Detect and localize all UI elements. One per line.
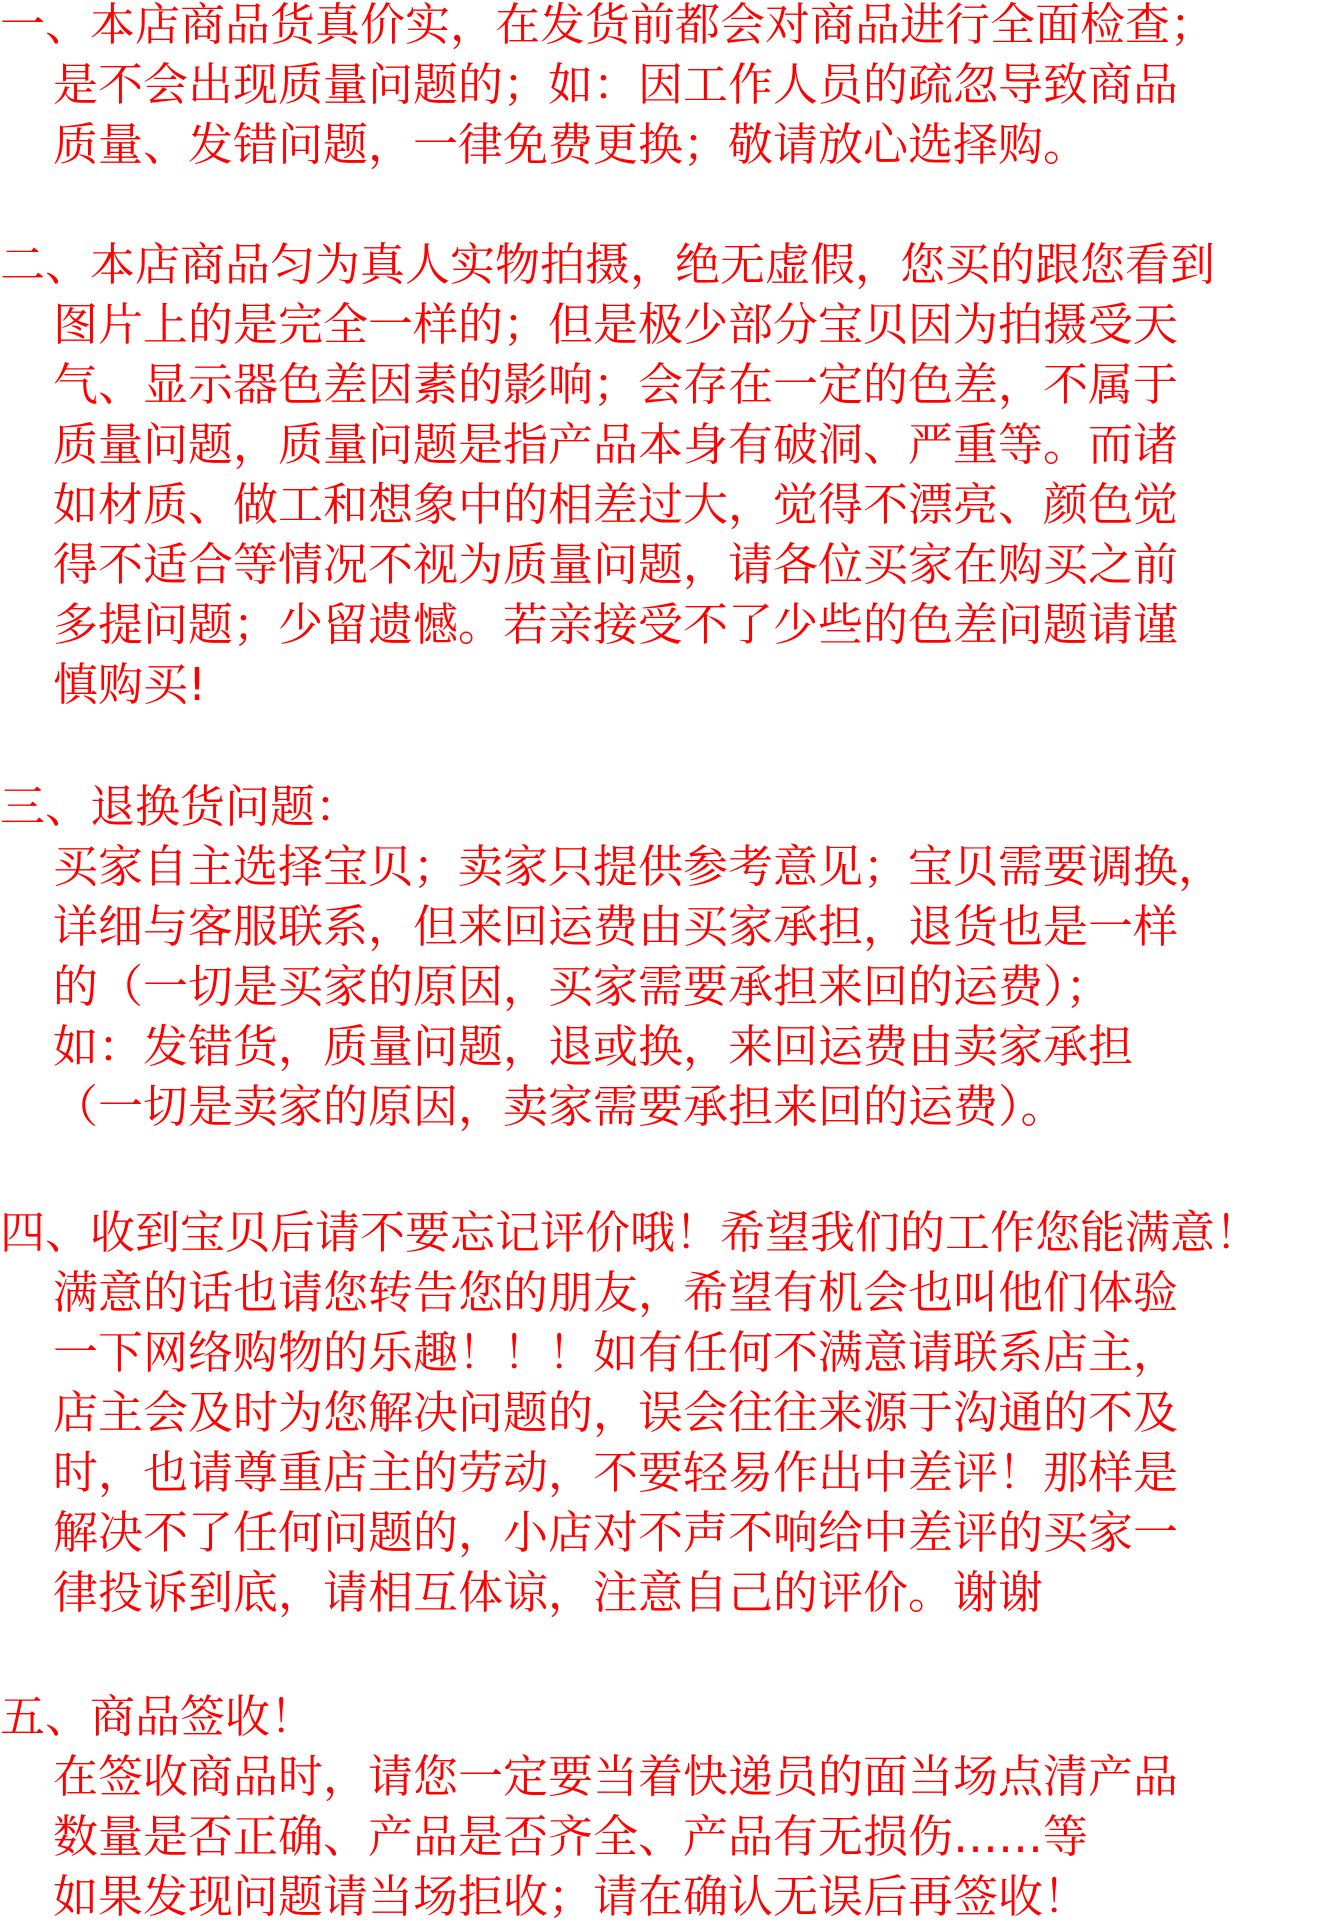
section-text-line: 在签收商品时，请您一定要当着快递员的面当场点清产品 [53, 1750, 1179, 1803]
section-text-line: 慎购买! [53, 658, 207, 711]
section-heading: 三、退换货问题： [0, 780, 361, 833]
section-text-line: 多提问题；少留遗憾。若亲接受不了少些的色差问题请谨 [53, 598, 1179, 651]
section-text-line: 买家自主选择宝贝；卖家只提供参考意见；宝贝需要调换， [53, 840, 1224, 893]
section-delivery-signoff [0, 1687, 1336, 1927]
section-text-line: 详细与客服联系，但来回运费由买家承担，退货也是一样 [53, 900, 1179, 953]
section-text-line: 如：发错货，质量问题，退或换，来回运费由卖家承担 [53, 1020, 1134, 1073]
section-text-line: 是不会出现质量问题的；如：因工作人员的疏忽导致商品 [53, 58, 1179, 111]
section-quality-guarantee [0, 0, 1336, 175]
section-text-line: 店主会及时为您解决问题的，误会往往来源于沟通的不及 [53, 1386, 1179, 1439]
section-text-line: （一切是卖家的原因，卖家需要承担来回的运费）。 [53, 1080, 1066, 1133]
section-text-line: 满意的话也请您转告您的朋友，希望有机会也叫他们体验 [53, 1266, 1179, 1319]
section-text-line: 得不适合等情况不视为质量问题，请各位买家在购买之前 [53, 538, 1179, 591]
section-text-line: 如材质、做工和想象中的相差过大，觉得不漂亮、颜色觉 [53, 478, 1179, 531]
section-text-line: 质量、发错问题，一律免费更换；敬请放心选择购。 [53, 118, 1089, 171]
section-heading: 四、收到宝贝后请不要忘记评价哦！希望我们的工作您能满意！ [0, 1206, 1261, 1259]
section-text-line: 律投诉到底，请相互体谅，注意自己的评价。谢谢 [53, 1566, 1044, 1619]
section-text-line: 数量是否正确、产品是否齐全、产品有无损伤……等 [53, 1810, 1089, 1863]
section-text-line: 的（一切是买家的原因，买家需要承担来回的运费）； [53, 960, 1111, 1013]
section-reviews [0, 1203, 1336, 1623]
section-real-photos [0, 235, 1336, 715]
section-text-line: 图片上的是完全一样的；但是极少部分宝贝因为拍摄受天 [53, 298, 1179, 351]
section-heading: 二、本店商品匀为真人实物拍摄，绝无虚假，您买的跟您看到 [0, 238, 1216, 291]
section-text-line: 如果发现问题请当场拒收；请在确认无误后再签收！ [53, 1870, 1089, 1923]
section-text-line: 解决不了任何问题的，小店对不声不响给中差评的买家一 [53, 1506, 1179, 1559]
section-heading: 五、商品签收！ [0, 1690, 316, 1743]
section-returns-exchanges [0, 777, 1336, 1137]
section-text-line: 气、显示器色差因素的影响；会存在一定的色差，不属于 [53, 358, 1179, 411]
section-text-line: 一下网络购物的乐趣！！！如有任何不满意请联系店主， [53, 1326, 1179, 1379]
section-text-line: 质量问题，质量问题是指产品本身有破洞、严重等。而诸 [53, 418, 1179, 471]
section-heading: 一、本店商品货真价实，在发货前都会对商品进行全面检查； [0, 0, 1216, 51]
section-text-line: 时，也请尊重店主的劳动，不要轻易作出中差评！那样是 [53, 1446, 1179, 1499]
